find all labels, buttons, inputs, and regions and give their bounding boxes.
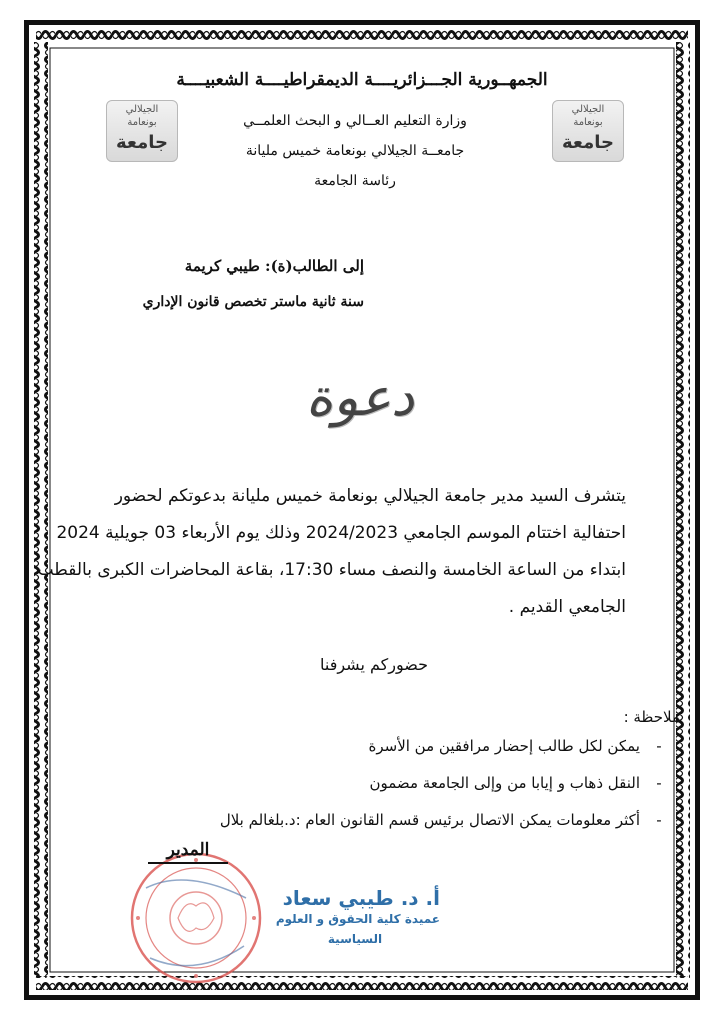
university-line: جامعــة الجيلالي بونعامة خميس مليانة [245,143,465,159]
university-logo-right [552,100,624,162]
signatory-name: أ. د. طيبي سعاد [282,886,440,910]
invitation-calligraphy: دعوة [305,368,415,428]
logo-text-2: بونعامة [127,117,157,128]
university-logo-left [106,100,178,162]
logo-text-1: الجيلالي [125,104,159,115]
recipient-name: إلى الطالب(ة): طيبي كريمة [184,257,364,275]
logo-text-2: بونعامة [573,117,603,128]
note-text: النقل ذهاب و إيابا من وإلى الجامعة مضمون [369,774,640,792]
body-line-1: يتشرف السيد مدير جامعة الجيلالي بونعامة خميس مليانة بدعوتكم لحضور [114,486,626,506]
note-text: أكثر معلومات يمكن الاتصال برئيس قسم القانون العام :د.بلغالم بلال [219,811,640,829]
logo-text-3: جامعة [116,132,168,153]
presidency-line: رئاسة الجامعة [314,173,396,189]
signatory-role: عميدة كلية الحقوق و العلوم [275,912,440,926]
logo-text-3: جامعة [562,132,614,153]
body-line-2: احتفالية اختتام الموسم الجامعي 2024/2023 وذلك يوم الأربعاء 03 جويلية 2024 [56,523,626,543]
note-item [368,737,668,755]
note-item [220,811,668,829]
director-title: المدير [148,840,228,864]
note-dash: - [656,774,662,792]
body-line-3: ابتداء من الساعة الخامسة والنصف مساء 17:30، بقاعة المحاضرات الكبرى بالقطب [37,560,626,580]
signatory-role-cont: السياسية [327,932,383,946]
note-dash: - [656,811,662,829]
note-item [370,774,669,792]
logo-text-1: الجيلالي [571,104,605,115]
body-line-4: الجامعي القديم . [508,597,626,617]
honor-line: حضوركم يشرفنا [319,655,428,674]
ministry-line: وزارة التعليم العــالي و البحث العلمــي [243,113,467,129]
recipient-program: سنة ثانية ماستر تخصص قانون الإداري [142,294,364,310]
invitation-body [37,478,626,626]
republic-title: الجمهــورية الجـــزائريــــة الديمقراطيــــة الشعبيــــة [176,70,548,90]
official-stamp-icon [126,848,266,988]
notes-label: ملاحظة : [623,708,680,726]
note-dash: - [656,737,662,755]
note-text: يمكن لكل طالب إحضار مرافقين من الأسرة [368,737,640,755]
